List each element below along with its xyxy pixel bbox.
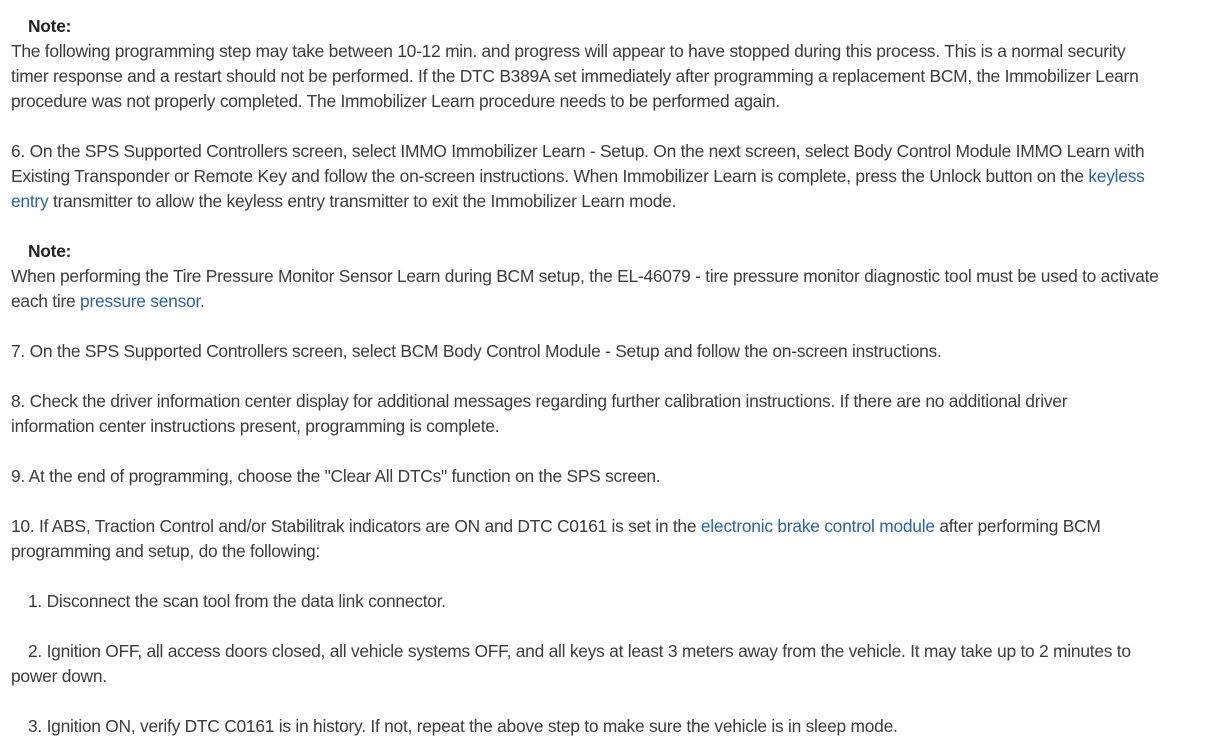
substep-2-line: 2. Ignition OFF, all access doors closed, all vehicle systems OFF, and all keys at least 3 meters away from the vehicle. It may take up to 2 minutes to (28, 641, 1131, 661)
note-text-line: When performing the Tire Pressure Monitor Sensor Learn during BCM setup, the EL-46079 - tire pressure monitor diagnostic tool must be used to activate (11, 266, 1159, 286)
note-text-line (11, 289, 205, 314)
step-6-line (11, 164, 1145, 189)
electronic-brake-control-module-link[interactable]: electronic brake control module (700, 516, 935, 536)
note-text-line: procedure was not properly completed. The Immobilizer Learn procedure needs to be performed again. (11, 91, 780, 111)
step-8-line: 8. Check the driver information center display for additional messages regarding further calibration instructions. If there are no additional driver (11, 391, 1068, 411)
step-7-line: 7. On the SPS Supported Controllers screen, select BCM Body Control Module - Setup and follow the on-screen instructions. (11, 341, 942, 361)
substep-2-line: power down. (11, 666, 107, 686)
step-8-line: information center instructions present, programming is complete. (11, 416, 500, 436)
substep-3-line: 3. Ignition ON, verify DTC C0161 is in history. If not, repeat the above step to make sure the vehicle is in sleep mode. (28, 716, 898, 736)
step-10-text: after performing BCM (934, 516, 1101, 536)
note-label: Note: (28, 241, 72, 261)
step-6-text: transmitter to allow the keyless entry transmitter to exit the Immobilizer Learn mode. (48, 191, 677, 211)
step-10-line (11, 514, 1101, 539)
keyless-entry-link-continued[interactable]: entry (11, 191, 49, 211)
note-text: . (200, 291, 205, 311)
step-6-text: Existing Transponder or Remote Key and follow the on-screen instructions. When Immobilizer Learn is complete, press the Unlock button on the (11, 166, 1089, 186)
step-6-line (11, 189, 676, 214)
step-9-line: 9. At the end of programming, choose the "Clear All DTCs" function on the SPS screen. (11, 466, 661, 486)
keyless-entry-link[interactable]: keyless (1088, 166, 1145, 186)
step-10-text: 10. If ABS, Traction Control and/or Stabilitrak indicators are ON and DTC C0161 is set in the (11, 516, 701, 536)
pressure-sensor-link[interactable]: pressure sensor (80, 291, 201, 311)
step-10-line: programming and setup, do the following: (11, 541, 321, 561)
note-label: Note: (28, 16, 72, 36)
note-text-line: timer response and a restart should not be performed. If the DTC B389A set immediately after programming a replacement BCM, the Immobilizer Learn (11, 66, 1139, 86)
note-text: each tire (11, 291, 81, 311)
step-6-line: 6. On the SPS Supported Controllers screen, select IMMO Immobilizer Learn - Setup. On the next screen, select Body Control Module IMMO Learn with (11, 141, 1145, 161)
note-text-line: The following programming step may take between 10-12 min. and progress will appear to have stopped during this process. This is a normal security (11, 41, 1126, 61)
substep-1-line: 1. Disconnect the scan tool from the data link connector. (28, 591, 446, 611)
